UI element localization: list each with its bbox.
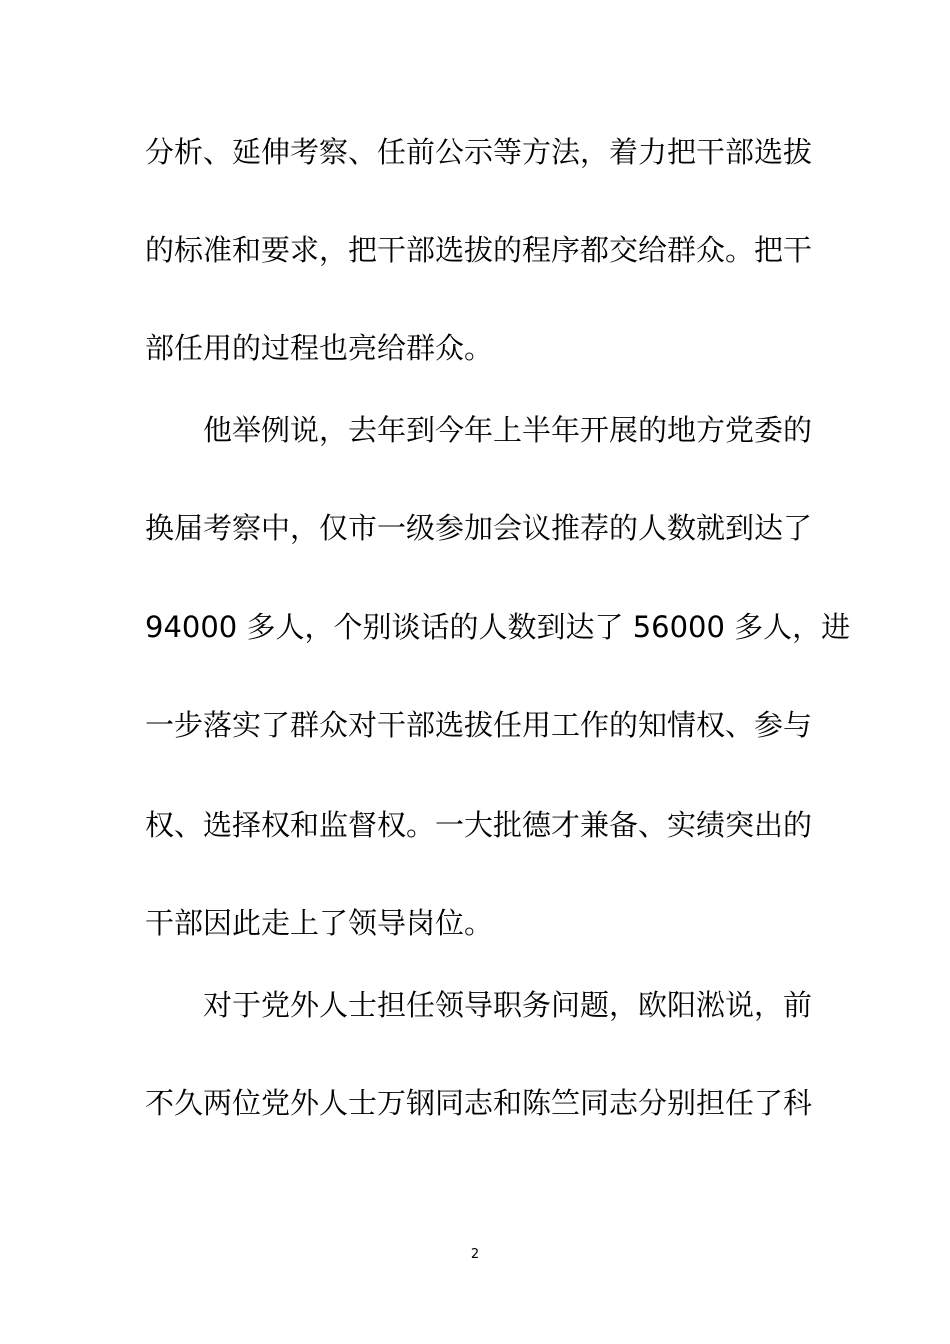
text-line: 换届考察中，仅市一级参加会议推荐的人数就到达了: [145, 511, 813, 545]
text-line: 部任用的过程也亮给群众。: [145, 331, 494, 365]
text-line: 不久两位党外人士万钢同志和陈竺同志分别担任了科: [145, 1086, 813, 1120]
paragraph-first-line: 对于党外人士担任领导职务问题，欧阳淞说，前: [203, 988, 813, 1022]
text-line: 干部因此走上了领导岗位。: [145, 906, 494, 940]
page-number: 2: [470, 1247, 480, 1262]
paragraph-first-line: 他举例说，去年到今年上半年开展的地方党委的: [203, 413, 813, 447]
text-line: 权、选择权和监督权。一大批德才兼备、实绩突出的: [145, 808, 813, 842]
text-line: 一步落实了群众对干部选拔任用工作的知情权、参与: [145, 708, 813, 742]
text-line: 的标准和要求，把干部选拔的程序都交给群众。把干: [145, 233, 813, 267]
text-line: 94000 多人，个别谈话的人数到达了 56000 多人，进: [145, 610, 851, 644]
text-line: 分析、延伸考察、任前公示等方法，着力把干部选拔: [145, 135, 813, 169]
